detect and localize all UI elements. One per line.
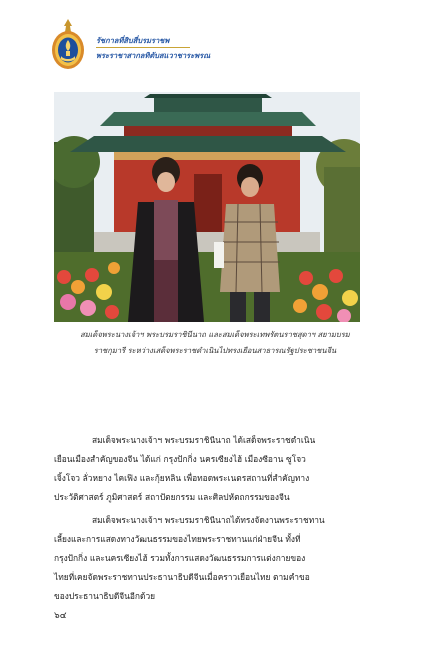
body-p2-line3: กรุงปักกิ่ง และนครเซียงไฮ้ รวมทั้งการแสดงวัฒนธรรมการแต่งกายของ bbox=[54, 553, 306, 563]
page-number: ๖๔ bbox=[54, 611, 67, 621]
header-title-line2: พระราชาสากลทิตับสแวาชาระพรณ bbox=[96, 51, 211, 60]
body-p2-line4: ไทยที่เคยจัดพระราชทานประธานาธิบดีจีนเมื่อคราวเยือนไทย ตามคำขอ bbox=[54, 572, 310, 582]
body-p1-line4: ประวัติศาสตร์ ภูมิศาสตร์ สถาปัตยกรรม และศิลปหัตถกรรมของจีน bbox=[54, 492, 290, 502]
body-p2-line5: ของประธานาธิบดีจีนอีกด้วย bbox=[54, 591, 156, 601]
photo-caption-line1: สมเด็จพระนางเจ้าฯ พระบรมราชินีนาถ และสมเด็จพระเทพรัตนราชสุดาฯ สยามบรม bbox=[80, 330, 350, 339]
body-p2-line2: เลี้ยงและการแสดงทางวัฒนธรรมของไทยพระราชทานแก่ฝ่ายจีน ทั้งที่ bbox=[54, 534, 301, 544]
header-title-line1: รัชกาลที่สิบสี่บรมราชพ bbox=[96, 36, 170, 45]
header-divider bbox=[96, 47, 190, 48]
body-p1-line3: เจิ้งโจว ลั่วหยาง ไคเฟิง และกุ้ยหลิน เพื่อทอดพระเนตรสถานที่สำคัญทาง bbox=[54, 473, 310, 483]
photo-caption-line2: ราชกุมารี ระหว่างเสด็จพระราชดำเนินไปทรงเยือนสาธารณรัฐประชาชนจีน bbox=[93, 346, 337, 355]
body-p2-line1: สมเด็จพระนางเจ้าฯ พระบรมราชินีนาถได้ทรงจัดงานพระราชทาน bbox=[92, 515, 325, 525]
body-p1-line2: เยือนเมืองสำคัญของจีน ได้แก่ กรุงปักกิ่ง นครเซียงไฮ้ เมืองซีอาน ซูโจว bbox=[54, 454, 306, 464]
royal-visit-photo bbox=[54, 92, 360, 322]
body-p1-line1: สมเด็จพระนางเจ้าฯ พระบรมราชินีนาถ ได้เสด็จพระราชดำเนิน bbox=[92, 435, 316, 445]
royal-emblem-logo bbox=[50, 18, 86, 72]
